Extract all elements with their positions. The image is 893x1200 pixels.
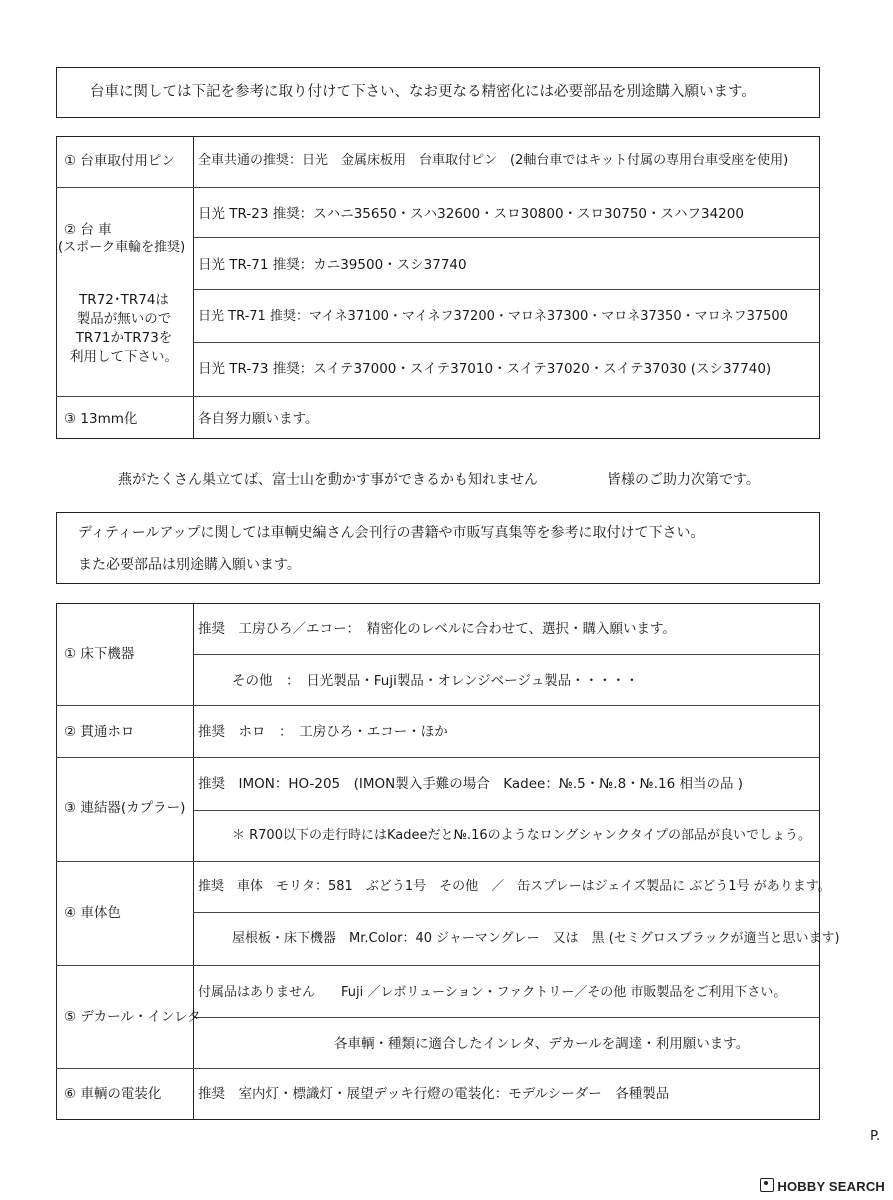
bogie-item: 日光 TR-23 推奨：スハニ35650・スハ32600・スロ30800・スロ30750・スハフ34200	[198, 206, 744, 222]
row-label-underfloor: ① 床下機器	[64, 646, 135, 662]
page-marker: P.	[870, 1128, 881, 1144]
row-label-coupler: ③ 連結器(カプラー)	[64, 800, 186, 816]
bogie-note-line: TR71かTR73を	[75, 330, 173, 346]
row-label-pin: ① 台車取付用ピン	[64, 153, 175, 169]
row-divider	[193, 1017, 820, 1018]
row-divider	[56, 705, 820, 706]
detail-note-line1: ディティールアップに関しては車輌史編さん会刊行の書籍や市販写真集等を参考に取付けて下さい。	[78, 525, 705, 541]
watermark-text: HOBBY SEARCH	[777, 1179, 885, 1194]
row-divider	[56, 757, 820, 758]
middle-note-left: 燕がたくさん巣立てば、富士山を動かす事ができるかも知れません	[118, 472, 538, 488]
row-label-13mm: ③ 13mm化	[64, 411, 138, 427]
row-line-gangway: 推奨 ホロ ： 工房ひろ・エコー・ほか	[198, 724, 448, 740]
bogie-item: 日光 TR-73 推奨：スイテ37000・スイテ37010・スイテ37020・スイテ37030 (スシ37740)	[198, 361, 772, 377]
row-divider	[193, 237, 820, 238]
row-divider	[193, 342, 820, 343]
row-divider	[56, 861, 820, 862]
bogie-item: 日光 TR-71 推奨：カニ39500・スシ37740	[198, 257, 467, 273]
row-line-underfloor: 推奨 工房ひろ／エコー： 精密化のレベルに合わせて、選択・購入願います。	[198, 621, 676, 637]
row-line-coupler: 推奨 IMON：HO-205 (IMON製入手難の場合 Kadee：№.5・№.8・№.16 相当の品 )	[198, 776, 744, 792]
row-divider	[193, 654, 820, 655]
row-divider	[193, 810, 820, 811]
row-line-electric: 推奨 室内灯・標識灯・展望デッキ行燈の電装化：モデルシーダー 各種製品	[198, 1086, 670, 1102]
table-bogie	[56, 136, 820, 439]
detail-note-line2: また必要部品は別途購入願います。	[78, 557, 301, 573]
row-label-gangway: ② 貫通ホロ	[64, 724, 135, 740]
row-divider	[193, 912, 820, 913]
row-line-decal: 各車輌・種類に適合したインレタ、デカールを調達・利用願います。	[334, 1036, 750, 1052]
middle-note-right: 皆様のご助力次第です。	[607, 472, 760, 488]
row-label-bogie: ② 台 車	[64, 222, 112, 238]
row-content-pin: 全車共通の推奨：日光 金属床板用 台車取付ピン (2軸台車ではキット付属の専用台車受座を使用)	[198, 153, 789, 168]
hobby-search-logo-icon	[760, 1178, 774, 1192]
bogie-item: 日光 TR-71 推奨：マイネ37100・マイネフ37200・マロネ37300・マロネ37350・マロネフ37500	[198, 309, 788, 324]
row-content-13mm: 各自努力願います。	[198, 411, 319, 427]
row-label-decal: ⑤ デカール・インレタ	[64, 1009, 201, 1025]
row-label-bogie-sub: (スポーク車輪を推奨)	[58, 240, 186, 255]
row-line-color: 屋根板・床下機器 Mr.Color：40 ジャーマングレー 又は 黒 (セミグロスブラックが適当と思います)	[232, 931, 840, 946]
row-label-electric: ⑥ 車輌の電装化	[64, 1086, 162, 1102]
row-line-underfloor: その他 ： 日光製品・Fuji製品・オレンジベージュ製品・・・・・	[232, 673, 639, 689]
watermark	[760, 1178, 885, 1194]
row-label-color: ④ 車体色	[64, 905, 121, 921]
bogie-note-line: 利用して下さい。	[70, 349, 178, 365]
row-divider	[56, 396, 820, 397]
row-divider	[56, 1068, 820, 1069]
row-divider	[56, 965, 820, 966]
row-divider	[193, 289, 820, 290]
row-divider	[56, 187, 820, 188]
table-bogie-divider	[193, 136, 194, 439]
row-line-color: 推奨 車体 モリタ：581 ぶどう1号 その他 ／ 缶スプレーはジェイズ製品に ぶどう1号 があります。	[198, 879, 831, 894]
header-note: 台車に関しては下記を参考に取り付けて下さい、なお更なる精密化には必要部品を別途購入願います。	[90, 84, 756, 100]
bogie-note-line: TR72･TR74は	[79, 292, 169, 308]
row-line-coupler: ＊ R700以下の走行時にはKadeeだと№.16のようなロングシャンクタイプの部品が良いでしょう。	[232, 828, 811, 843]
row-line-decal: 付属品はありません Fuji ／レボリューション・ファクトリー／その他 市販製品をご利用下さい。	[198, 985, 787, 1000]
bogie-note-line: 製品が無いので	[76, 311, 172, 327]
